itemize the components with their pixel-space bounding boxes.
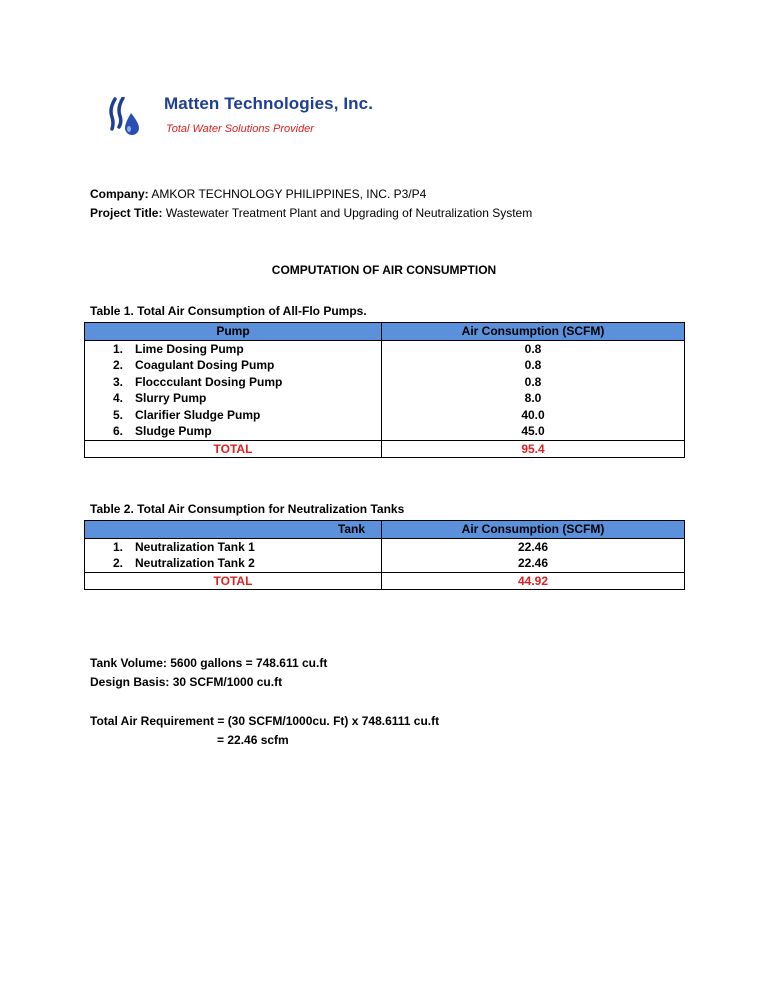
table2-header-tank: Tank: [85, 521, 382, 539]
row-name: [85, 555, 382, 572]
row-name: [85, 357, 382, 374]
row-value: 40.0: [382, 407, 685, 424]
row-value: 0.8: [382, 357, 685, 374]
row-number: 2.: [113, 358, 124, 373]
tank-volume-text: Tank Volume: 5600 gallons = 748.611 cu.ft: [90, 656, 328, 670]
total-label: TOTAL: [85, 572, 382, 590]
row-name: [85, 340, 382, 357]
row-value: 45.0: [382, 423, 685, 440]
project-value: Wastewater Treatment Plant and Upgrading of Neutralization System: [165, 206, 533, 220]
project-title-line: [90, 206, 532, 220]
row-name: [85, 390, 382, 407]
row-value: 8.0: [382, 390, 685, 407]
water-drop-logo-icon: [106, 97, 144, 139]
row-value: 22.46: [382, 555, 685, 572]
row-name: [85, 374, 382, 391]
row-number: 4.: [113, 391, 124, 406]
table2-body: [85, 538, 685, 590]
row-name: [85, 423, 382, 440]
table-row: [85, 374, 685, 391]
table1-header-air: Air Consumption (SCFM): [382, 323, 685, 341]
row-label: Slurry Pump: [135, 391, 207, 406]
total-row: [85, 440, 685, 458]
row-number: 1.: [113, 341, 124, 356]
row-label: Neutralization Tank 2: [135, 556, 255, 571]
row-value: 22.46: [382, 538, 685, 555]
company-brand-name: Matten Technologies, Inc.: [164, 94, 374, 113]
table-row: [85, 423, 685, 440]
row-label: Clarifier Sludge Pump: [135, 407, 261, 422]
row-label: Neutralization Tank 1: [135, 539, 255, 554]
row-number: 3.: [113, 374, 124, 389]
table2-caption: Table 2. Total Air Consumption for Neutralization Tanks: [90, 502, 405, 516]
table1-caption: Table 1. Total Air Consumption of All-Flo Pumps.: [90, 304, 367, 318]
row-name: [85, 407, 382, 424]
company-tagline: Total Water Solutions Provider: [166, 123, 314, 135]
tank-air-table: [84, 520, 685, 590]
table-row: [85, 538, 685, 555]
document-title: COMPUTATION OF AIR CONSUMPTION: [271, 263, 497, 277]
row-number: 1.: [113, 539, 124, 554]
row-label: Sludge Pump: [135, 424, 212, 439]
project-label: Project Title:: [90, 206, 163, 220]
row-value: 0.8: [382, 340, 685, 357]
company-line: [90, 187, 426, 201]
row-name: [85, 538, 382, 555]
air-requirement-result: = 22.46 scfm: [217, 733, 289, 747]
total-value: 44.92: [382, 572, 685, 590]
total-value: 95.4: [382, 440, 685, 458]
row-value: 0.8: [382, 374, 685, 391]
row-label: Lime Dosing Pump: [135, 341, 244, 356]
table-row: [85, 555, 685, 572]
row-label: Floccculant Dosing Pump: [135, 374, 283, 389]
row-number: 2.: [113, 556, 124, 571]
table-row: [85, 357, 685, 374]
table-row: [85, 340, 685, 357]
table-row: [85, 390, 685, 407]
air-requirement-text: Total Air Requirement = (30 SCFM/1000cu. Ft) x 748.6111 cu.ft: [90, 714, 440, 728]
row-number: 5.: [113, 407, 124, 422]
table-row: [85, 407, 685, 424]
design-basis-text: Design Basis: 30 SCFM/1000 cu.ft: [90, 675, 283, 689]
table2-header-air: Air Consumption (SCFM): [382, 521, 685, 539]
row-label: Coagulant Dosing Pump: [135, 358, 275, 373]
row-number: 6.: [113, 424, 124, 439]
total-label: TOTAL: [85, 440, 382, 458]
company-value: AMKOR TECHNOLOGY PHILIPPINES, INC. P3/P4: [151, 187, 427, 201]
table1-body: [85, 340, 685, 458]
company-label: Company:: [90, 187, 149, 201]
total-row: [85, 572, 685, 590]
pump-air-table: [84, 322, 685, 458]
table1-header-pump: Pump: [85, 323, 382, 341]
